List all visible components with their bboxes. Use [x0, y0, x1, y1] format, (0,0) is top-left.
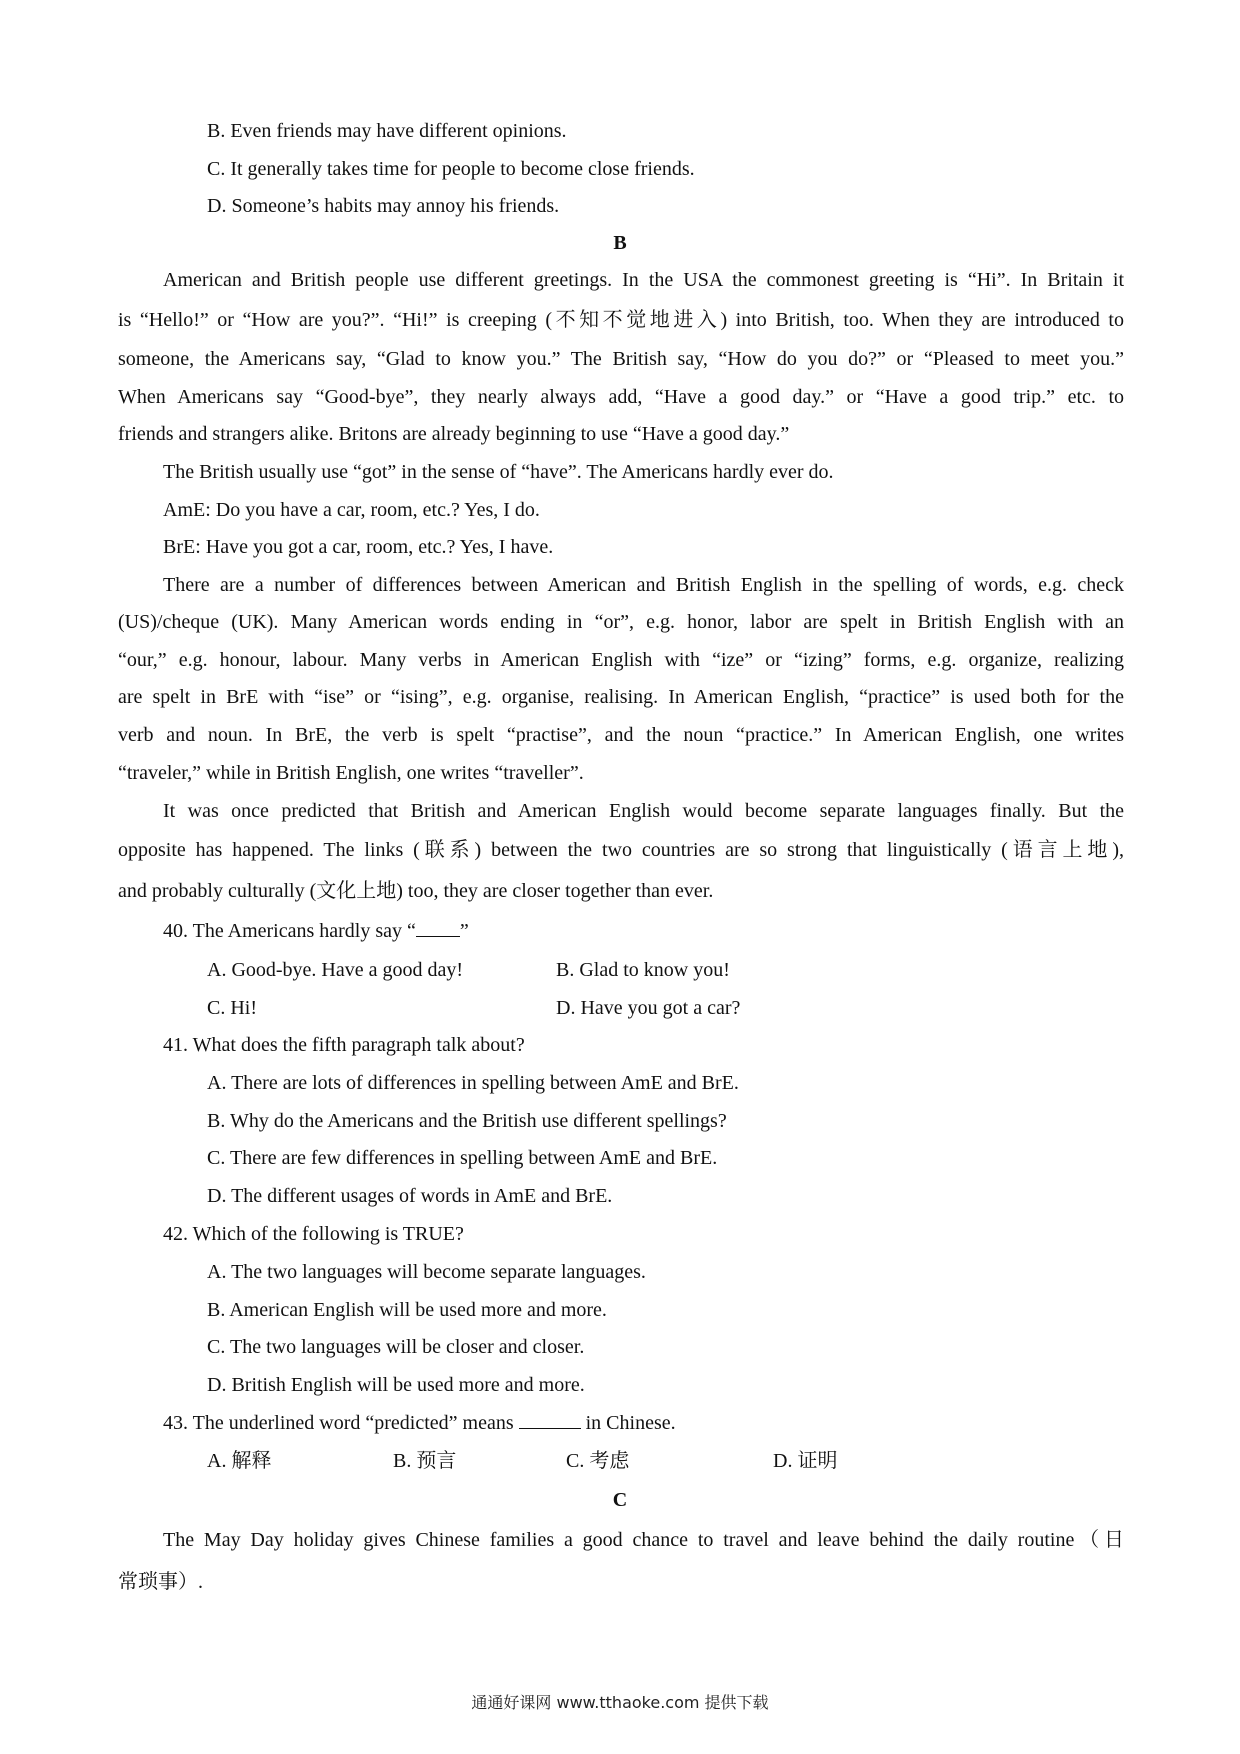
answer-blank [519, 1428, 581, 1429]
question-41-option-a: A. There are lots of differences in spelling between AmE and BrE. [207, 1072, 739, 1094]
question-40-stem [163, 921, 469, 941]
question-42-option-b: B. American English will be used more and more. [207, 1299, 607, 1321]
question-42-stem: 42. Which of the following is TRUE? [163, 1223, 464, 1245]
section-c-line1: The May Day holiday gives Chinese families a good chance to travel and leave behind the daily routine（日 [163, 1529, 1124, 1551]
question-42-option-c: C. The two languages will be closer and closer. [207, 1336, 585, 1358]
section-b-p3-line6: “traveler,” while in British English, one writes “traveller”. [118, 762, 584, 784]
question-40-stem-suffix: ” [459, 920, 469, 942]
answer-blank [416, 936, 460, 937]
section-b-p3-line4: are spelt in BrE with “ise” or “ising”, e.g. organise, realising. In American English, “practice” is used both for the [118, 686, 1124, 708]
section-b-p4-line2: opposite has happened. The links (联系) between the two countries are so strong that linguistically (语言上地), [118, 839, 1124, 861]
question-40-option-a: A. Good-bye. Have a good day! [207, 959, 464, 981]
question-40-option-c: C. Hi! [207, 997, 257, 1019]
question-41-option-d: D. The different usages of words in AmE and BrE. [207, 1185, 613, 1207]
section-b-p2: The British usually use “got” in the sense of “have”. The Americans hardly ever do. [163, 461, 834, 483]
section-b-p1-line5: friends and strangers alike. Britons are already beginning to use “Have a good day.” [118, 423, 790, 445]
question-40-option-b: B. Glad to know you! [556, 959, 730, 981]
prev-option-d: D. Someone’s habits may annoy his friends. [207, 195, 560, 217]
section-b-p4-line3: and probably culturally (文化上地) too, they are closer together than ever. [118, 880, 714, 902]
question-43-stem [163, 1413, 676, 1433]
question-42-option-d: D. British English will be used more and more. [207, 1374, 585, 1396]
question-41-stem: 41. What does the fifth paragraph talk about? [163, 1034, 525, 1056]
section-b-p1-line1: American and British people use different greetings. In the USA the commonest greeting is “Hi”. In Britain it [163, 269, 1124, 291]
prev-option-c: C. It generally takes time for people to become close friends. [207, 158, 695, 180]
section-c-line2: 常琐事）. [118, 1571, 203, 1593]
question-43-option-d: D. 证明 [773, 1450, 838, 1472]
question-41-option-b: B. Why do the Americans and the British use different spellings? [207, 1110, 727, 1132]
question-43-option-b: B. 预言 [393, 1450, 457, 1472]
section-b-p3-line5: verb and noun. In BrE, the verb is spelt “practise”, and the noun “practice.” In American English, one writes [118, 724, 1124, 746]
question-40-option-d: D. Have you got a car? [556, 997, 741, 1019]
section-b-ame: AmE: Do you have a car, room, etc.? Yes, I do. [163, 499, 540, 521]
section-b-bre: BrE: Have you got a car, room, etc.? Yes, I have. [163, 536, 554, 558]
question-41-option-c: C. There are few differences in spelling between AmE and BrE. [207, 1147, 718, 1169]
section-b-p3-line2: (US)/cheque (UK). Many American words ending in “or”, e.g. honor, labor are spelt in British English with an [118, 611, 1124, 633]
question-43-stem-suffix: in Chinese. [585, 1412, 676, 1434]
section-b-p4-line1: It was once predicted that British and American English would become separate languages finally. But the [163, 800, 1124, 822]
question-43-stem-prefix: 43. The underlined word “predicted” means [163, 1412, 514, 1434]
section-b-heading: B [613, 232, 627, 254]
section-b-p1-line3: someone, the Americans say, “Glad to know you.” The British say, “How do you do?” or “Pleased to meet you.” [118, 348, 1124, 370]
prev-option-b: B. Even friends may have different opinions. [207, 120, 567, 142]
question-43-option-a: A. 解释 [207, 1450, 272, 1472]
question-42-option-a: A. The two languages will become separate languages. [207, 1261, 646, 1283]
section-b-p1-line2: is “Hello!” or “How are you?”. “Hi!” is creeping (不知不觉地进入) into British, too. When they are introduced to [118, 309, 1124, 331]
section-b-p1-line4: When Americans say “Good-bye”, they nearly always add, “Have a good day.” or “Have a good trip.” etc. to [118, 386, 1124, 408]
question-40-stem-prefix: 40. The Americans hardly say “ [163, 920, 416, 942]
section-b-p3-line3: “our,” e.g. honour, labour. Many verbs in American English with “ize” or “izing” forms, e.g. organize, realizing [118, 649, 1124, 671]
section-b-p3-line1: There are a number of differences between American and British English in the spelling of words, e.g. check [163, 574, 1124, 596]
section-c-heading: C [612, 1489, 628, 1511]
question-43-option-c: C. 考虑 [566, 1450, 630, 1472]
page-footer: 通通好课网 www.tthaoke.com 提供下载 [471, 1693, 769, 1712]
